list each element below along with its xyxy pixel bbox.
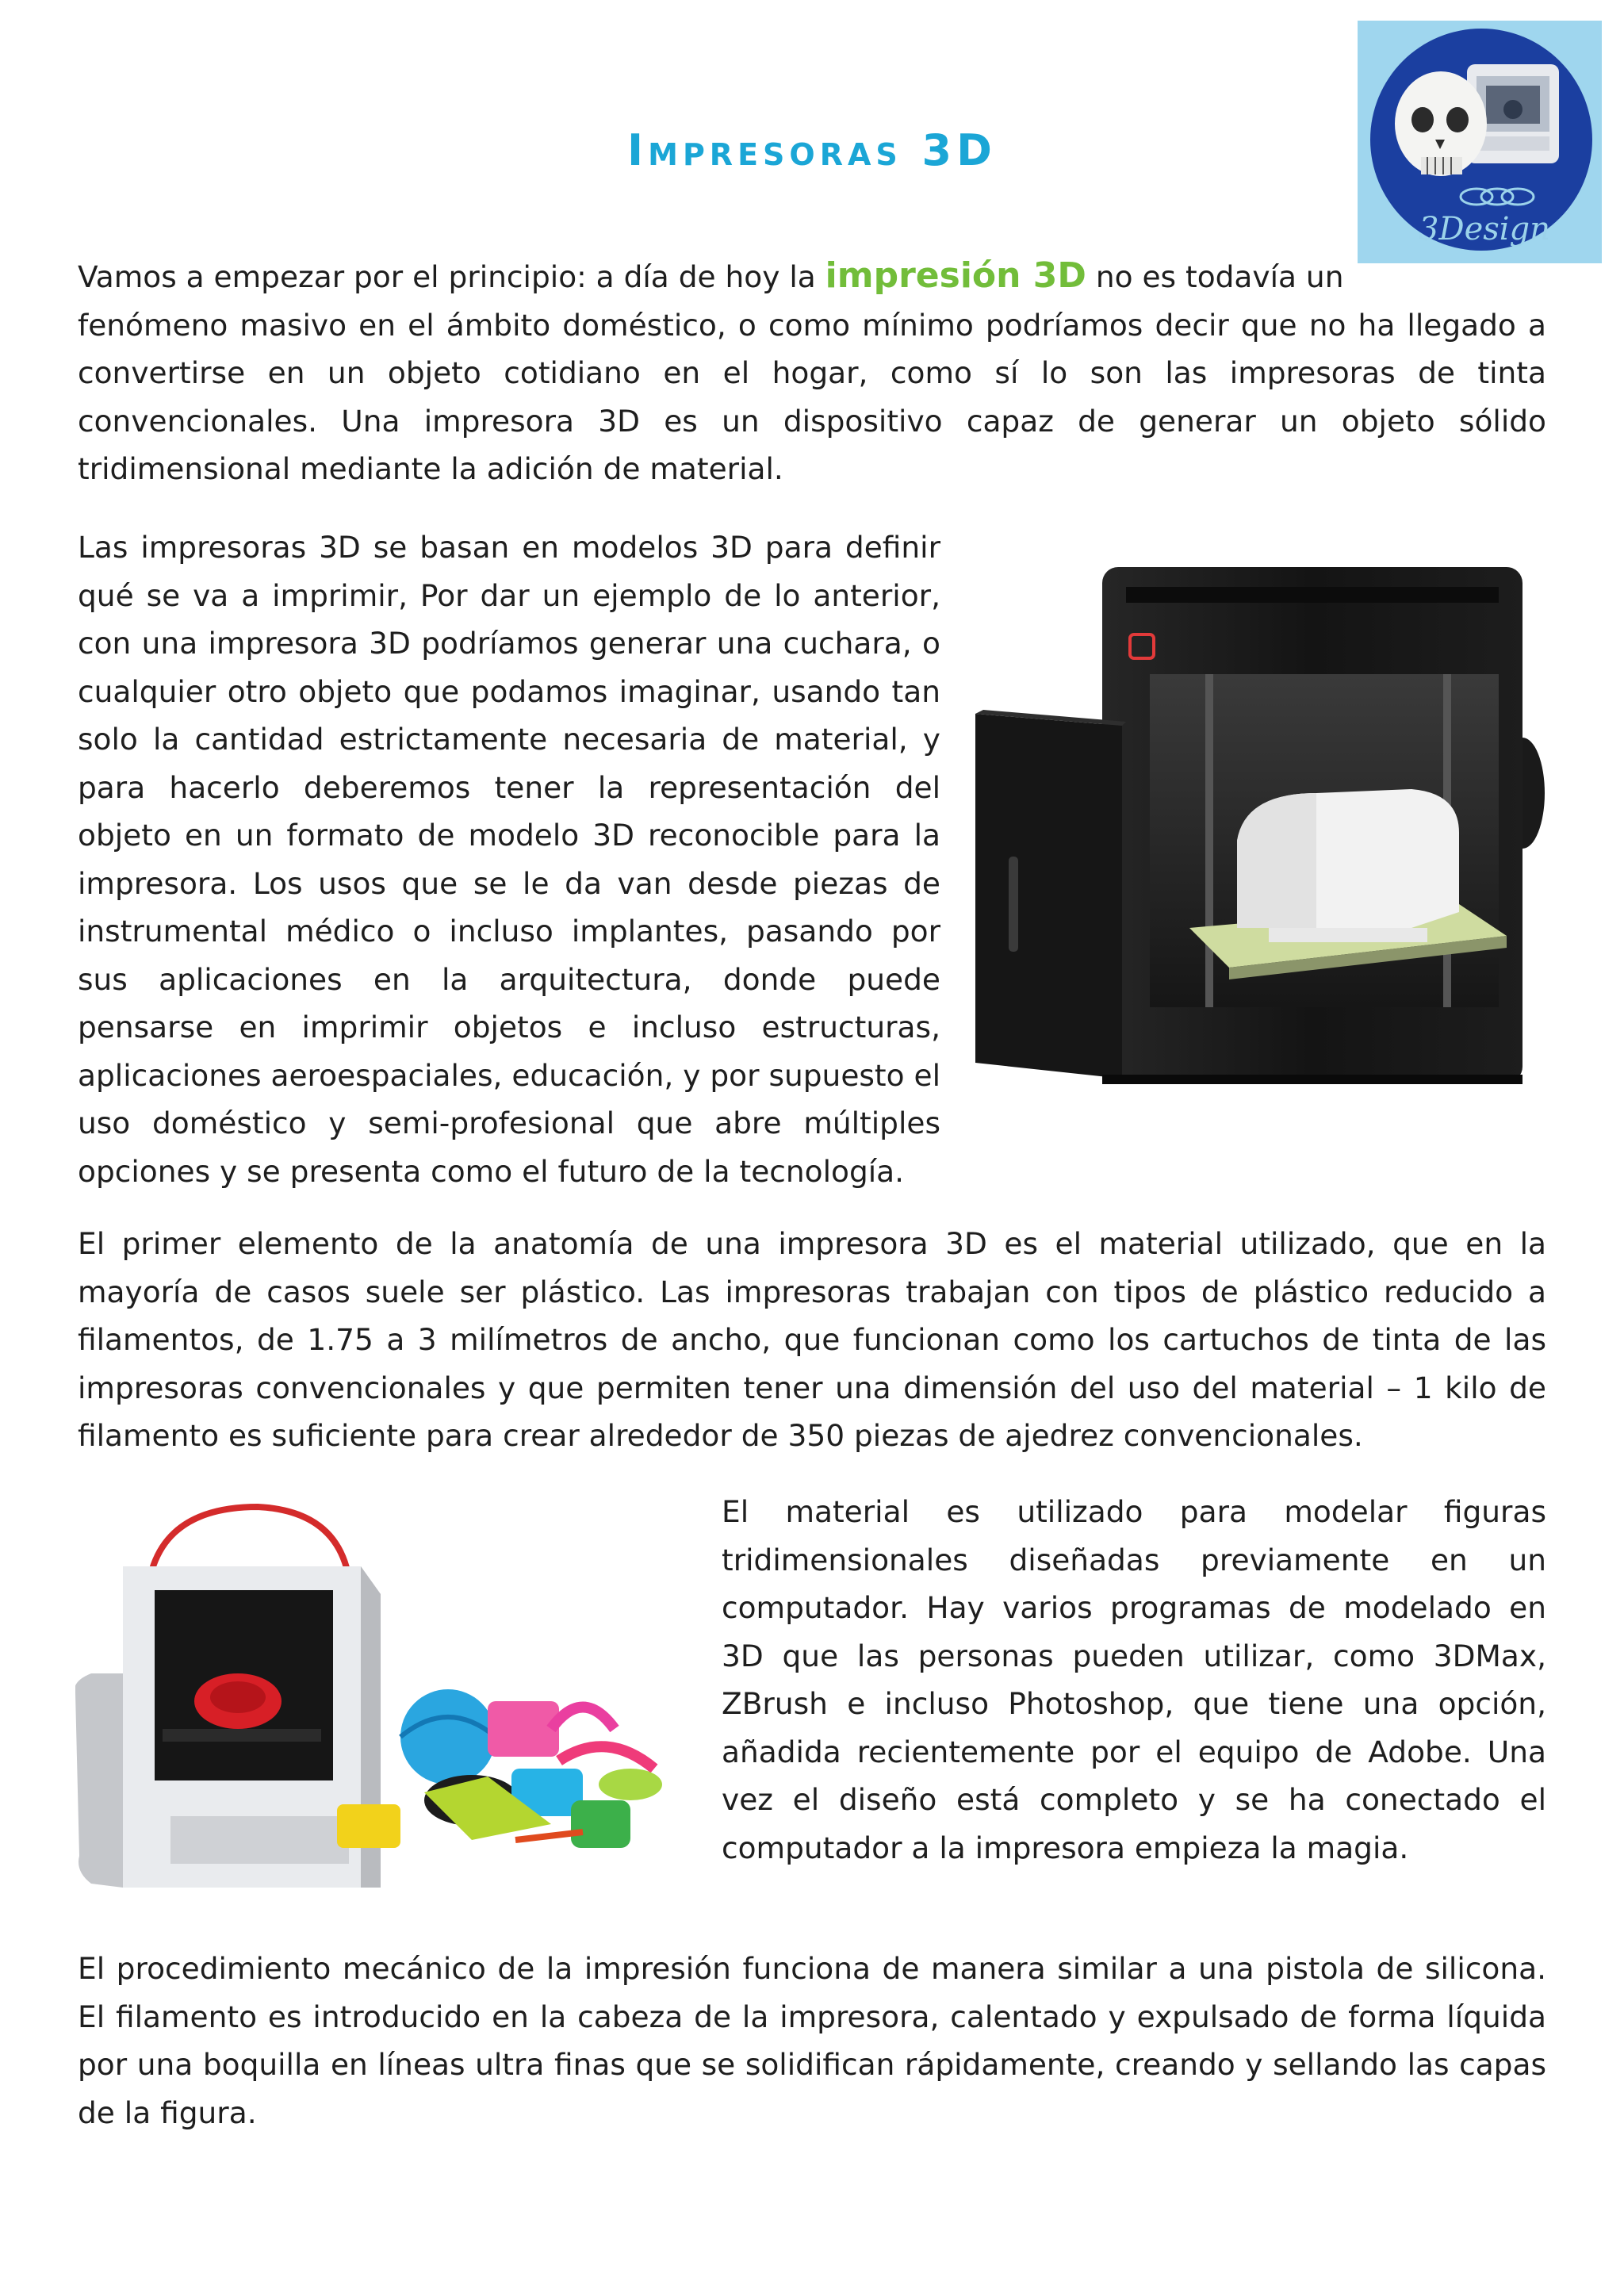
paragraph-models: Las impresoras 3D se basan en modelos 3D para definir qué se va a imprimir, Por dar un ejemplo de lo anterior, con una impresora 3D podríamos generar una cuchara, o cualquier otro objeto que podamos imaginar, usando tan solo la cantidad estrictamente necesaria de material, y para hacerlo deberemos tener la representación del objeto en un formato de modelo 3D reconocible para la impresora. Los usos que se le da van desde piezas de instrumental médico o incluso implantes, pasando por sus aplicaciones en la arquitectura, donde puede pensarse en imprimir objetos e incluso estructuras, aplicaciones aeroespaciales, educación, y por supuesto el uso doméstico y semi-profesional que abre múltiples opciones y se presenta como el futuro de la tecnología. — [78, 530, 940, 1189]
white-printer-image — [75, 1491, 710, 1911]
brand-logo — [1358, 21, 1602, 263]
intro-paragraph — [78, 252, 1546, 493]
black-printer-image — [967, 555, 1546, 1142]
intro-text-after: no es todavía un — [1086, 259, 1344, 294]
paragraph-material: El primer elemento de la anatomía de una impresora 3D es el material utilizado, que en la mayoría de casos suele ser plástico. Las impresoras trabajan con tipos de plástico reducido a filamentos, de 1.75 a 3 milímetros de ancho, que funcionan como los cartuchos de tinta de las impresoras convencionales y que permiten tener una dimensión del uso del material – 1 kilo de filamento es suficiente para crear alrededor de 350 piezas de ajedrez convencionales. — [78, 1226, 1546, 1453]
paragraph-mechanics: El procedimiento mecánico de la impresión funciona de manera similar a una pistola de silicona. El filamento es introducido en la cabeza de la impresora, calentado y expulsado de forma líquida por una boquilla en líneas ultra finas que se solidifican rápidamente, creando y sellando las capas de la figura. — [78, 1951, 1546, 2130]
intro-text-rest: fenómeno masivo en el ámbito doméstico, o como mínimo podríamos decir que no ha llegado a convertirse en un objeto cotidiano en el hogar, como sí lo son las impresoras de tinta convencionales. Una impresora 3D es un dispositivo capaz de generar un objeto sólido tridimensional mediante la adición de material. — [78, 307, 1546, 486]
intro-text-before: Vamos a empezar por el principio: a día de hoy la — [78, 259, 825, 294]
logo-text: 3Design — [1419, 211, 1550, 247]
page-title: Impresoras 3D — [627, 125, 997, 175]
paragraph-software: El material es utilizado para modelar figuras tridimensionales diseñadas previamente en un computador. Hay varios programas de modelado en 3D que las personas pueden utilizar, como 3DMax, ZBrush e incluso Photoshop, que tiene una opción, añadida recientemente por el equipo de Adobe. Una vez el diseño está completo y se ha conectado el computador a la impresora empieza la magia. — [722, 1494, 1546, 1865]
intro-highlight: impresión 3D — [825, 255, 1086, 296]
